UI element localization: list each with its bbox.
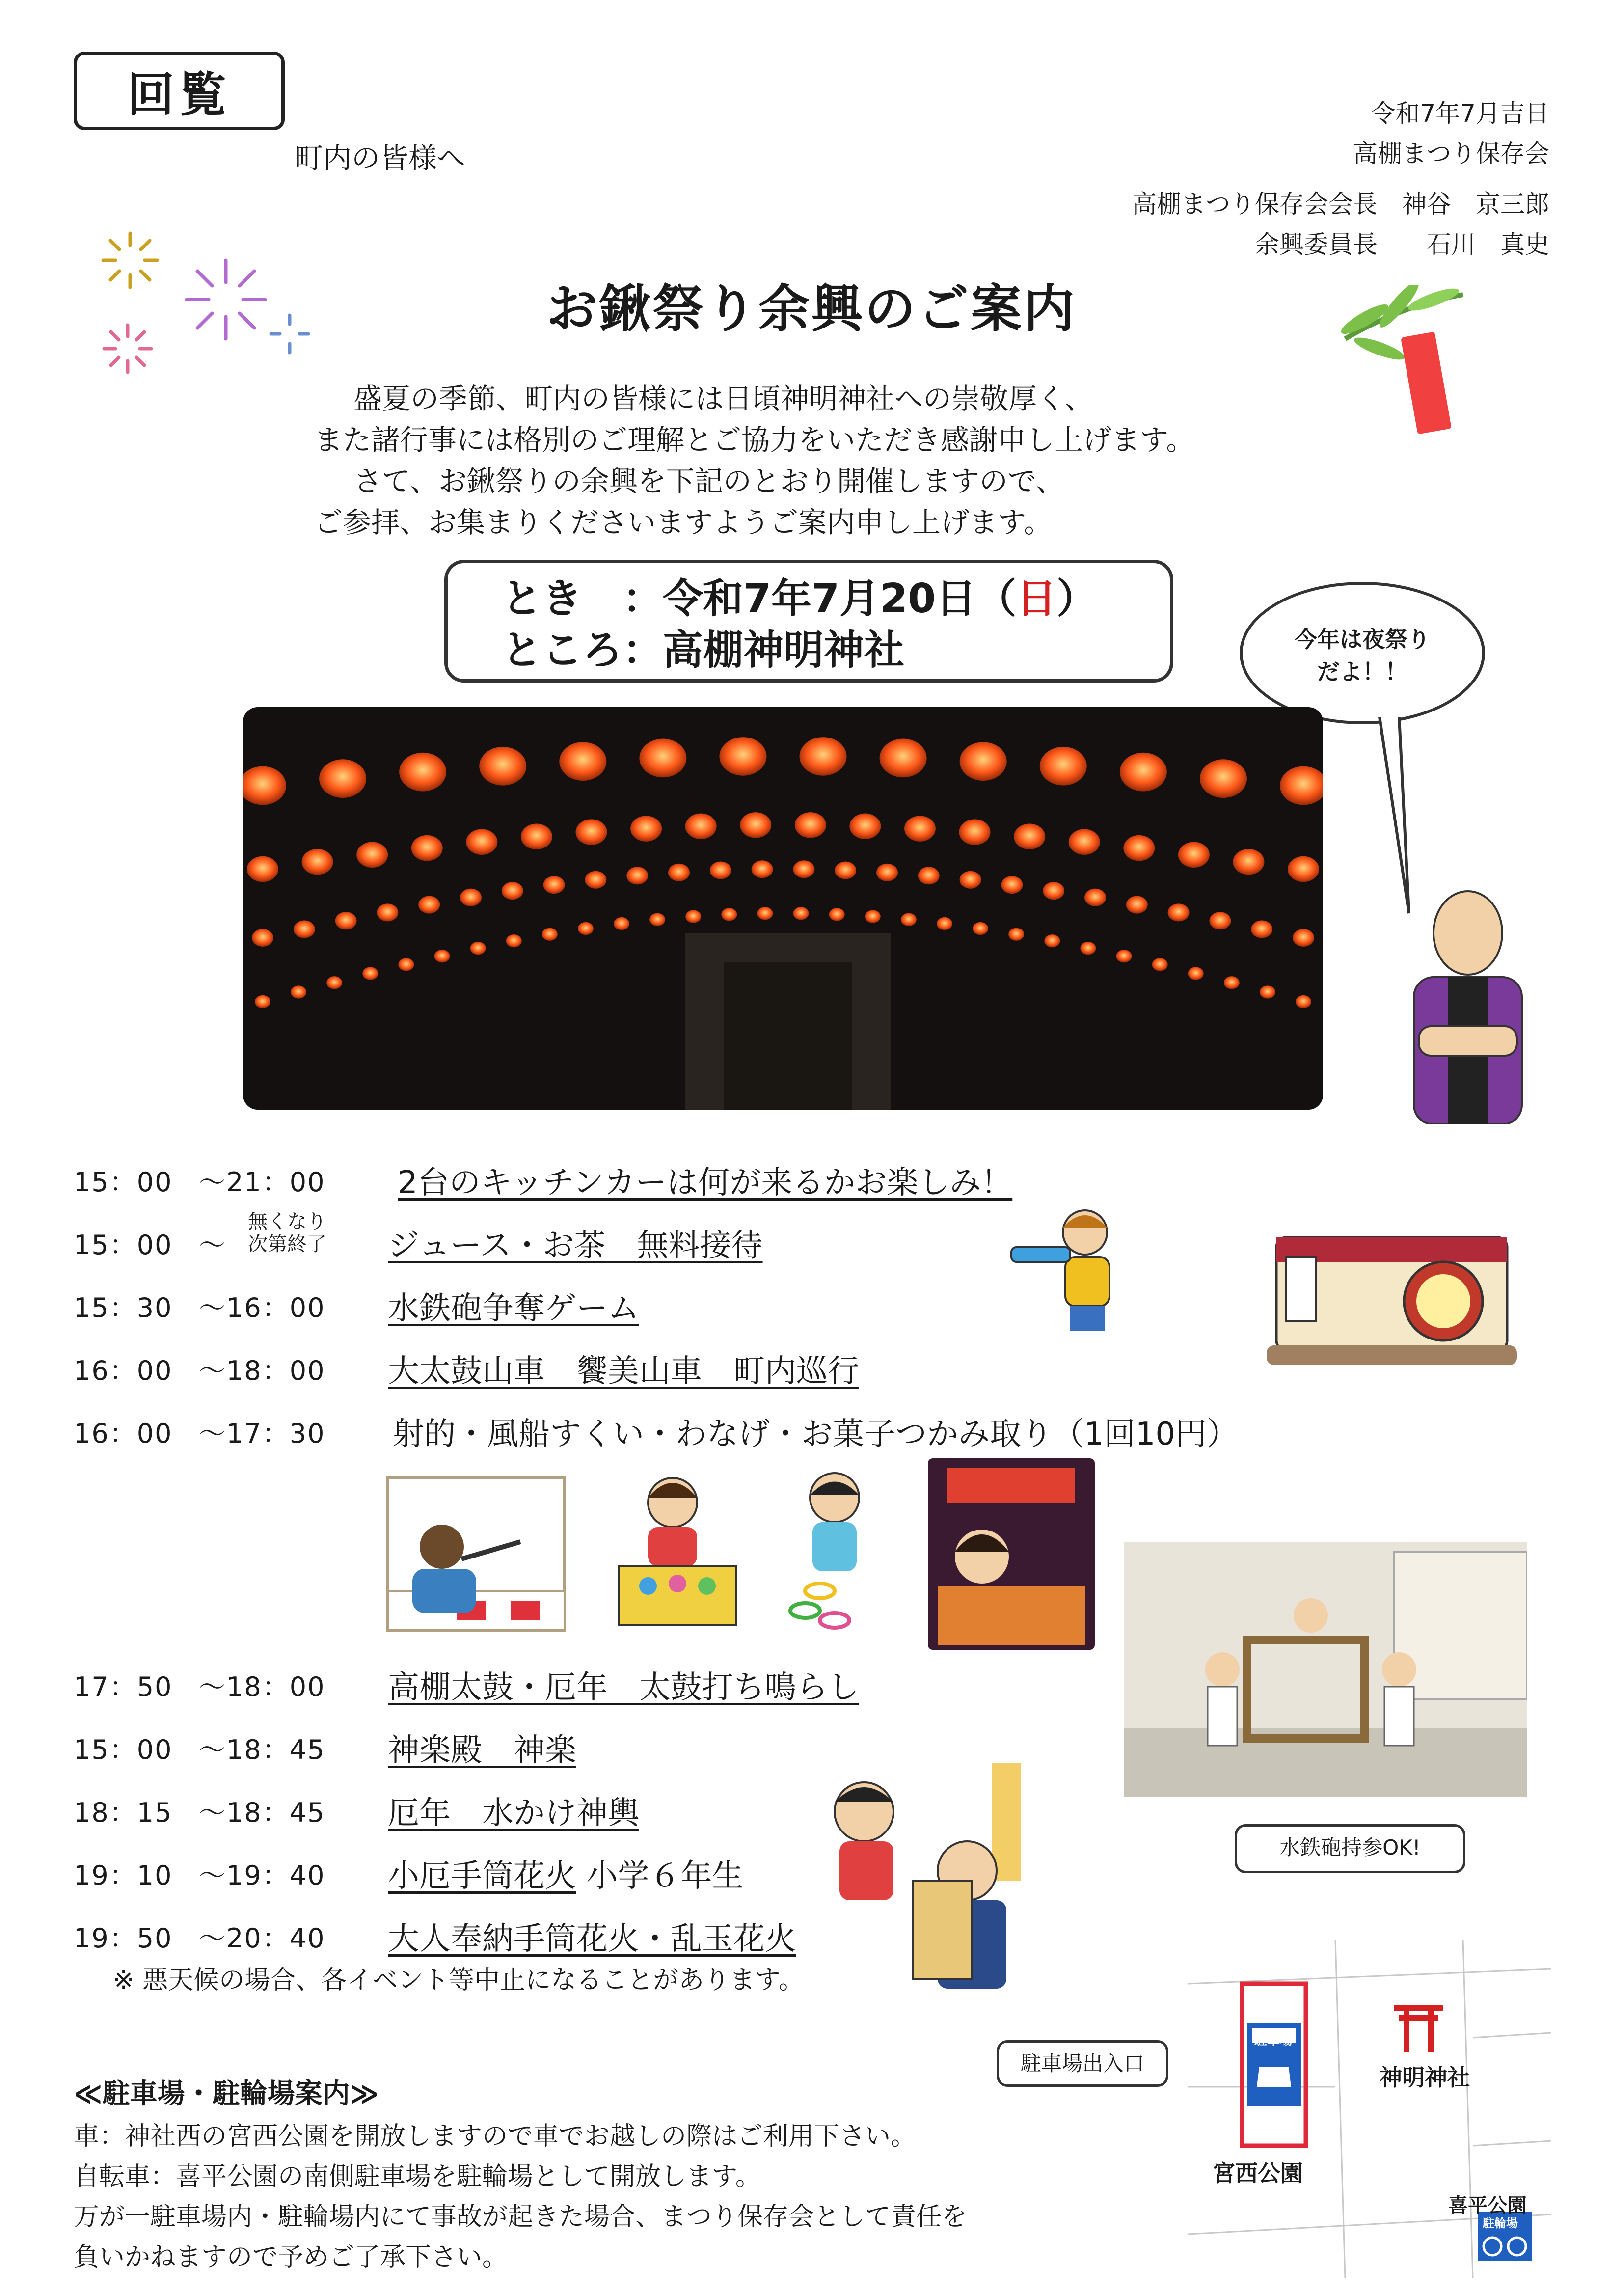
end-time: ～16：00 <box>199 1292 325 1323</box>
lantern <box>1043 882 1064 900</box>
lantern <box>1260 985 1275 998</box>
event-venue: ところ：高棚神明神社 <box>502 627 905 674</box>
parking-sign: 駐車場 <box>1254 2033 1293 2048</box>
lantern <box>865 910 881 923</box>
lantern <box>470 942 486 955</box>
lantern <box>506 934 522 947</box>
event-name: ジュース・お茶 無料接待 <box>388 1228 763 1264</box>
lantern <box>1168 903 1190 921</box>
lantern <box>740 812 771 838</box>
lantern <box>542 928 558 941</box>
parking-section-title: ≪駐車場・駐輪場案内≫ <box>74 2078 379 2110</box>
event-note: 小学６年生 <box>586 1858 744 1894</box>
greeting-text <box>314 378 1194 543</box>
lantern <box>757 907 773 920</box>
lantern <box>1126 896 1148 914</box>
end-time: ～20：40 <box>199 1923 325 1954</box>
lantern <box>302 849 333 875</box>
event-name: 水鉄砲争奪ゲーム <box>388 1290 639 1327</box>
start-time: 17：50 <box>74 1671 173 1702</box>
end-time: ～18：45 <box>199 1797 325 1828</box>
end-time: ～17：30 <box>199 1418 325 1449</box>
lantern <box>502 882 523 900</box>
event-name: 小厄手筒花火 <box>388 1858 576 1894</box>
lantern <box>335 912 357 929</box>
lantern <box>543 876 565 894</box>
signatory-chairman: 高棚まつり保存会会長 神谷 京三郎 <box>1132 190 1549 219</box>
lantern <box>959 819 991 845</box>
lantern <box>1296 995 1311 1008</box>
lantern <box>849 814 881 839</box>
lantern <box>255 995 270 1008</box>
bamboo-tanzaku-icon <box>1335 285 1473 442</box>
signatory-committee: 余興委員長 石川 真史 <box>1255 230 1549 259</box>
festival-float-illustration <box>1267 1208 1522 1385</box>
lantern <box>1120 753 1167 792</box>
water-gun-callout: 水鉄砲持参OK! <box>1235 1824 1465 1873</box>
lantern <box>1152 958 1168 971</box>
lantern <box>356 842 388 868</box>
lantern <box>1116 950 1132 962</box>
end-time: ～ <box>199 1230 226 1260</box>
schedule-row <box>74 1350 1252 1413</box>
lantern <box>1288 856 1319 882</box>
event-name: 神楽殿 神楽 <box>388 1732 576 1769</box>
lantern <box>1040 747 1087 786</box>
end-time: ～19：40 <box>199 1860 325 1891</box>
parking-line: 万が一駐車場内・駐輪場内にて事故が起きた場合、まつり保存会として責任を <box>74 2202 968 2232</box>
addressee: 町内の皆様へ <box>295 141 466 175</box>
lantern <box>1209 912 1231 929</box>
lantern <box>639 739 686 778</box>
lantern <box>904 816 936 841</box>
lantern <box>1251 920 1272 938</box>
festival-man-illustration <box>1394 889 1542 1124</box>
lantern <box>585 871 606 889</box>
lantern <box>418 896 440 914</box>
lantern <box>685 910 701 923</box>
water-gun-boy-illustration <box>1001 1203 1129 1350</box>
lantern <box>1200 759 1247 798</box>
signatories <box>1132 184 1549 265</box>
issue-date: 令和7年7月吉日 <box>1371 99 1549 128</box>
lantern <box>1008 928 1024 941</box>
event-name: 2台のキッチンカーは何が来るかお楽しみ！ <box>398 1165 1013 1201</box>
speech-bubble: 今年は夜祭り だよ！！ <box>1240 582 1485 724</box>
circular-notice-badge: 回覧 <box>74 52 285 130</box>
lantern <box>1080 942 1096 955</box>
greeting-line: さて、お鍬祭りの余興を下記のとおり開催しますので、 <box>353 465 1064 498</box>
lantern <box>710 861 731 879</box>
lantern <box>795 812 826 838</box>
issuer-organization: 高棚まつり保存会 <box>1353 139 1549 168</box>
greeting-line: ご参拝、お集まりくださいますようご案内申し上げます。 <box>314 506 1053 539</box>
lantern <box>1084 889 1106 906</box>
miyanishi-park-label: 宮西公園 <box>1213 2160 1303 2187</box>
lantern <box>252 929 273 947</box>
lantern <box>626 867 648 884</box>
lantern <box>460 889 482 906</box>
lantern <box>1123 835 1155 861</box>
start-time: 15：00 <box>74 1230 173 1260</box>
lantern <box>752 860 773 878</box>
lantern <box>668 864 690 881</box>
lantern <box>800 737 847 776</box>
lantern <box>362 967 378 980</box>
lantern <box>398 958 414 971</box>
lantern <box>1293 929 1314 947</box>
lantern <box>578 922 594 935</box>
shooting-gallery-illustration <box>383 1473 569 1635</box>
lantern <box>835 861 856 879</box>
candy-grab-illustration <box>928 1458 1095 1650</box>
lantern <box>319 759 366 798</box>
lantern <box>247 856 278 882</box>
lantern <box>1014 824 1045 849</box>
lantern <box>1224 976 1240 989</box>
lantern <box>377 903 398 921</box>
lantern <box>876 864 898 881</box>
lantern <box>399 753 446 792</box>
lantern <box>685 814 717 839</box>
event-info-box <box>444 560 1173 683</box>
bike-parking-sign: 駐輪場 <box>1483 2216 1518 2230</box>
start-time: 19：10 <box>74 1860 173 1891</box>
lantern <box>960 742 1007 781</box>
parking-line: 車：神社西の宮西公園を開放しますので車でお越しの際はご利用下さい。 <box>74 2122 917 2151</box>
lantern <box>411 835 443 861</box>
end-note: 無くなり 次第終了 <box>248 1210 326 1256</box>
lantern <box>649 913 665 926</box>
start-time: 15：00 <box>74 1167 173 1198</box>
end-time: ～18：45 <box>199 1734 325 1765</box>
greeting-line: また諸行事には格別のご理解とご協力をいただき感謝申し上げます。 <box>314 423 1195 457</box>
lantern <box>479 747 526 786</box>
parking-line: 自転車：喜平公園の南側駐車場を駐輪場として開放します。 <box>74 2162 761 2191</box>
lantern <box>829 908 845 921</box>
event-name: 大太鼓山車 饗美山車 町内巡行 <box>388 1353 859 1390</box>
lantern <box>937 917 952 930</box>
event-name: 大人奉納手筒花火・乱玉花火 <box>388 1921 796 1957</box>
weekday-sunday: 日 <box>1016 575 1057 622</box>
lantern <box>1001 876 1023 894</box>
lantern-festival-photo <box>243 707 1323 1110</box>
kihei-park-label: 喜平公園 <box>1448 2194 1527 2217</box>
lantern <box>1044 934 1060 947</box>
start-time: 16：00 <box>74 1418 173 1449</box>
end-time: ～18：00 <box>199 1355 325 1386</box>
lantern <box>793 907 809 920</box>
mikoshi-water-splash-illustration <box>1124 1542 1527 1797</box>
lantern <box>719 737 766 776</box>
lantern <box>880 739 927 778</box>
ring-toss-illustration <box>771 1468 898 1635</box>
lantern <box>721 908 737 921</box>
lantern <box>466 829 497 854</box>
lantern <box>291 985 306 998</box>
lantern <box>434 950 450 962</box>
lantern <box>326 976 342 989</box>
fireworks-kids-illustration <box>795 1753 1090 1998</box>
lantern <box>918 867 940 884</box>
lantern <box>1188 967 1204 980</box>
event-name: 厄年 水かけ神輿 <box>388 1795 639 1831</box>
balloon-scooping-illustration <box>609 1468 746 1630</box>
lantern <box>1233 849 1264 875</box>
start-time: 18：15 <box>74 1797 173 1828</box>
schedule-row <box>74 1666 1252 1729</box>
event-date: とき ：令和7年7月20日（日） <box>502 575 1097 622</box>
page-title: お鍬祭り余興のご案内 <box>546 279 1077 339</box>
parking-info <box>74 2116 967 2277</box>
lantern <box>294 920 315 938</box>
weather-note: ※ 悪天候の場合、各イベント等中止になることがあります。 <box>113 1966 804 1995</box>
parking-entrance-callout: 駐車場出入口 <box>997 2040 1168 2087</box>
lantern <box>960 871 981 889</box>
start-time: 15：30 <box>74 1292 173 1323</box>
lantern <box>575 819 607 845</box>
shrine-map-label: 神明神社 <box>1380 2064 1470 2091</box>
greeting-line: 盛夏の季節、町内の皆様には日頃神明神社への崇敬厚く、 <box>353 382 1093 415</box>
lantern <box>559 742 606 781</box>
issuer-block <box>1353 93 1549 174</box>
lantern <box>793 860 814 878</box>
event-name: 射的・風船すくい・わなげ・お菓子つかみ取り（1回10円） <box>393 1416 1239 1452</box>
lantern <box>901 913 917 926</box>
lantern <box>630 816 662 841</box>
lantern <box>614 917 629 930</box>
start-time: 16：00 <box>74 1355 173 1386</box>
lantern <box>521 824 552 849</box>
lantern <box>973 922 988 935</box>
parking-line: 負いかねますので予めご了承下さい。 <box>74 2242 508 2272</box>
lantern <box>1178 842 1210 868</box>
start-time: 15：00 <box>74 1734 173 1765</box>
lantern <box>1069 829 1100 854</box>
end-time: ～18：00 <box>199 1671 325 1702</box>
event-name: 高棚太鼓・厄年 太鼓打ち鳴らし <box>388 1669 859 1706</box>
end-time: ～21：00 <box>199 1167 325 1198</box>
start-time: 19：50 <box>74 1923 173 1954</box>
